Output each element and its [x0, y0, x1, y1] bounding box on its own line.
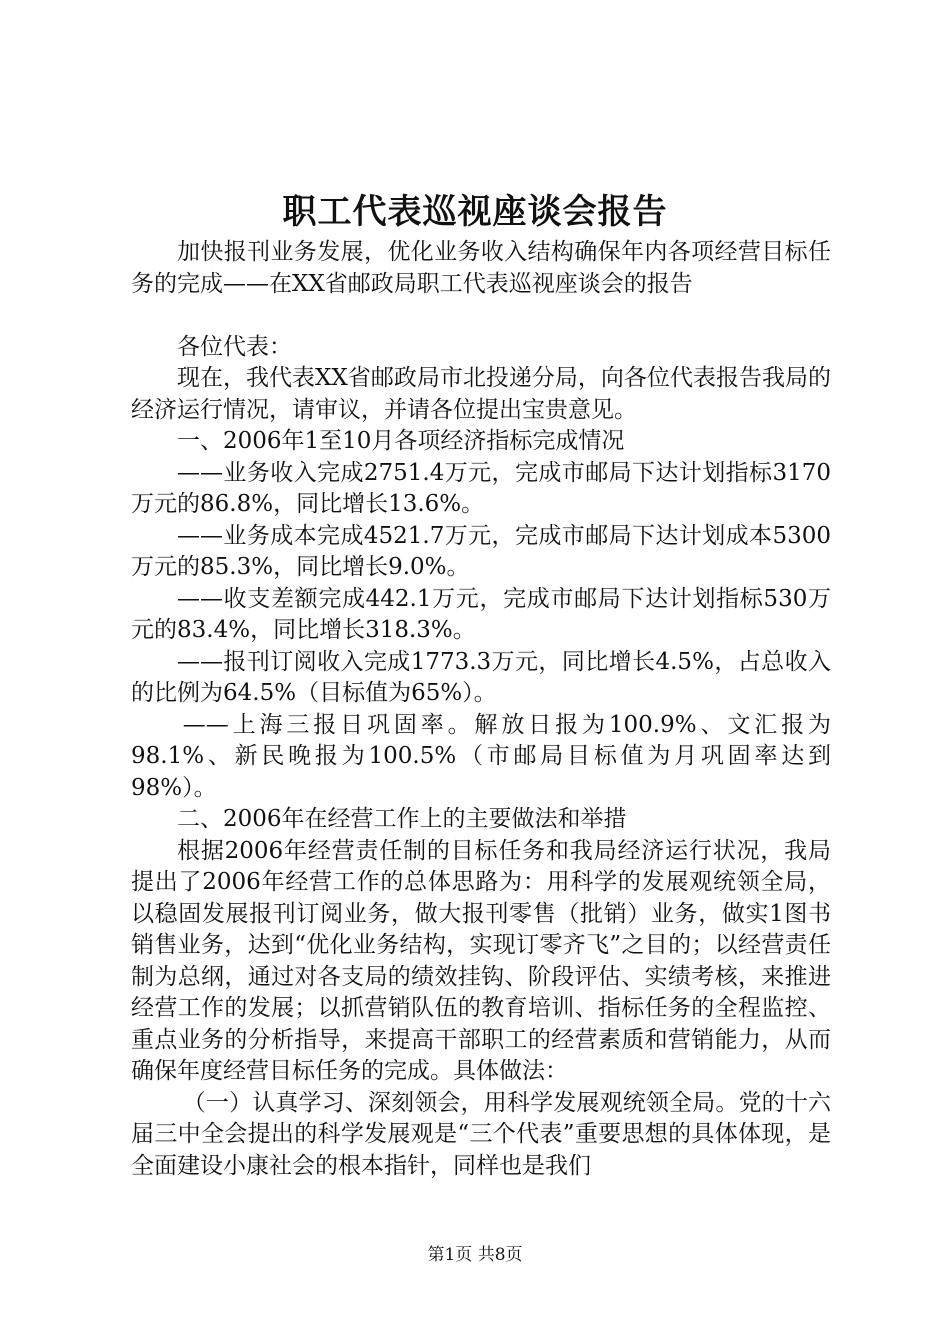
subtitle-paragraph: 加快报刊业务发展，优化业务收入结构确保年内各项经营目标任务的完成——在XX省邮政局职工代表巡视座谈会的报告 — [131, 239, 831, 297]
document-body — [131, 237, 831, 1182]
measure-paragraph-1: （一）认真学习、深刻领会，用科学发展观统领全局。党的十六届三中全会提出的科学发展观是“三个代表”重要思想的具体体现，是全面建设小康社会的根本指针，同样也是我们 — [131, 1089, 831, 1179]
document-title: 职工代表巡视座谈会报告 — [282, 192, 668, 232]
strategy-paragraph: 根据2006年经营责任制的目标任务和我局经济运行状况，我局提出了2006年经营工作的总体思路为：用科学的发展观统领全局，以稳固发展报刊订阅业务，做大报刊零售（批销）业务，做实1图书销售业务，达到“优化业务结构，实现订零齐飞”之目的；以经营责任制为总纲，通过对各支局的绩效挂钩、阶段评估、实绩考核，来推进经营工作的发展；以抓营销队伍的教育培训、指标任务的全程监控、重点业务的分析指导，来提高干部职工的经营素质和营销能力，从而确保年度经营目标任务的完成。具体做法： — [131, 837, 831, 1084]
salutation: 各位代表： — [177, 333, 292, 360]
intro-paragraph: 现在，我代表XX省邮政局市北投递分局，向各位代表报告我局的经济运行情况，请审议，并请各位提出宝贵意见。 — [131, 365, 831, 423]
indicator-subscription: ——报刊订阅收入完成1773.3万元，同比增长4.5%，占总收入的比例为64.5%（目标值为65%）。 — [131, 648, 831, 706]
page-number-footer: 第1页 共8页 — [427, 1245, 523, 1265]
indicator-revenue: ——业务收入完成2751.4万元，完成市邮局下达计划指标3170万元的86.8%，同比增长13.6%。 — [131, 459, 831, 517]
section-heading-1: 一、2006年1至10月各项经济指标完成情况 — [177, 428, 625, 454]
indicator-cost: ——业务成本完成4521.7万元，完成市邮局下达计划成本5300万元的85.3%，同比增长9.0%。 — [131, 522, 831, 580]
section-heading-2: 二、2006年在经营工作上的主要做法和举措 — [177, 806, 627, 832]
indicator-retention: ——上海三报日巩固率。解放日报为100.9%、文汇报为98.1%、新民晚报为100.5%（市邮局目标值为月巩固率达到98%）。 — [131, 711, 831, 801]
indicator-balance: ——收支差额完成442.1万元，完成市邮局下达计划指标530万元的83.4%，同比增长318.3%。 — [131, 585, 831, 643]
